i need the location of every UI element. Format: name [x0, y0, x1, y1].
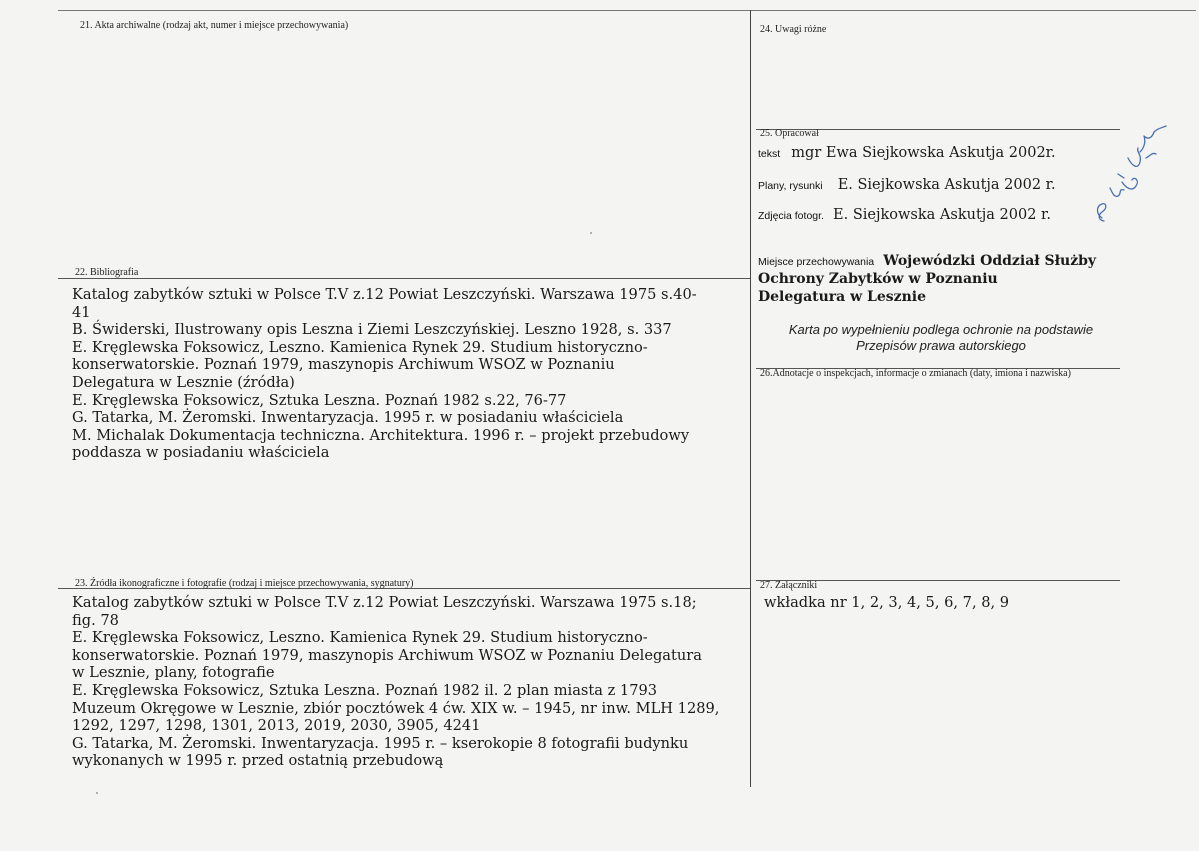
- storage-line-1: Wojewódzki Oddział Służby: [883, 253, 1097, 269]
- section-24-label: 24. Uwagi różne: [760, 24, 827, 35]
- section-22-top-rule: [58, 278, 750, 279]
- column-divider: [750, 10, 751, 787]
- storage-line-2: Ochrony Zabytków w Poznaniu: [758, 271, 998, 287]
- storage-label: Miejsce przechowywania: [758, 256, 875, 268]
- author-photos-row: [758, 204, 1051, 223]
- bibliography-line: B. Świderski, Ilustrowany opis Leszna i Ziemi Leszczyńskiej. Leszno 1928, s. 337: [72, 321, 672, 339]
- bibliography-line: E. Kręglewska Foksowicz, Sztuka Leszna. Poznań 1982 s.22, 76-77: [72, 391, 567, 409]
- iconography-line: Muzeum Okręgowe w Lesznie, zbiór pocztówek 4 ćw. XIX w. – 1945, nr inw. MLH 1289,: [72, 699, 720, 717]
- bibliography-line: Delegatura w Lesznie (źródła): [72, 373, 295, 391]
- section-27-label: 27. Załączniki: [760, 580, 818, 591]
- bibliography-line: E. Kręglewska Foksowicz, Leszno. Kamienica Rynek 29. Studium historyczno-: [72, 338, 648, 356]
- iconography-line: E. Kręglewska Foksowicz, Leszno. Kamienica Rynek 29. Studium historyczno-: [72, 629, 648, 647]
- iconography-line: E. Kręglewska Foksowicz, Sztuka Leszna. Poznań 1982 il. 2 plan miasta z 1793: [72, 681, 658, 699]
- iconography-line: Katalog zabytków sztuki w Polsce T.V z.12 Powiat Leszczyński. Warszawa 1975 s.18;: [72, 594, 697, 611]
- bibliography-line: M. Michalak Dokumentacja techniczna. Architektura. 1996 r. – projekt przebudowy: [72, 426, 690, 444]
- author-text-row: [758, 142, 1056, 161]
- author-text-value: mgr Ewa Siejkowska Askutja 2002r.: [791, 145, 1056, 161]
- copyright-notice: [756, 322, 1126, 353]
- bibliography-list: [72, 286, 748, 462]
- iconography-line: 1292, 1297, 1298, 1301, 2013, 2019, 2030, 3905, 4241: [72, 717, 481, 735]
- iconography-line: w Lesznie, plany, fotografie: [72, 664, 275, 682]
- author-plans-label: Plany, rysunki: [758, 180, 823, 192]
- author-plans-row: [758, 174, 1056, 193]
- section-26-label: 26.Adnotacje o inspekcjach, informacje o zmianach (daty, imiona i nazwiska): [760, 368, 1071, 379]
- bibliography-line: Katalog zabytków sztuki w Polsce T.V z.12 Powiat Leszczyński. Warszawa 1975 s.40-: [72, 286, 697, 303]
- author-photos-value: E. Siejkowska Askutja 2002 r.: [833, 207, 1051, 223]
- iconography-line: fig. 78: [72, 611, 119, 629]
- top-border: [58, 10, 1196, 11]
- iconography-line: wykonanych w 1995 r. przed ostatnią przebudową: [72, 752, 444, 770]
- section-21-label: 21. Akta archiwalne (rodzaj akt, numer i miejsce przechowywania): [80, 20, 349, 31]
- bibliography-line: poddasza w posiadaniu właściciela: [72, 444, 330, 462]
- scan-speck: [590, 232, 592, 234]
- section-22-label: 22. Bibliografia: [75, 267, 139, 278]
- storage-line-3: Delegatura w Lesznie: [758, 289, 927, 305]
- iconography-line: G. Tatarka, M. Żeromski. Inwentaryzacja. 1995 r. – kserokopie 8 fotografii budynku: [72, 734, 689, 752]
- copyright-notice-line-2: Przepisów prawa autorskiego: [856, 338, 1026, 353]
- iconography-line: konserwatorskie. Poznań 1979, maszynopis Archiwum WSOZ w Poznaniu Delegatura: [72, 646, 702, 664]
- handwritten-signature: [1088, 118, 1178, 228]
- section-25-label: 25. Opracował: [760, 128, 819, 139]
- section-23-label: 23. Źródła ikonograficzne i fotografie (rodzaj i miejsce przechowywania, sygnatury): [75, 578, 414, 589]
- scan-speck: [96, 792, 98, 794]
- bibliography-line: konserwatorskie. Poznań 1979, maszynopis Archiwum WSOZ w Poznaniu: [72, 356, 615, 374]
- attachments-value: wkładka nr 1, 2, 3, 4, 5, 6, 7, 8, 9: [764, 594, 1010, 611]
- author-photos-label: Zdjęcia fotogr.: [758, 210, 824, 222]
- author-plans-value: E. Siejkowska Askutja 2002 r.: [837, 177, 1056, 193]
- bibliography-line: G. Tatarka, M. Żeromski. Inwentaryzacja. 1995 r. w posiadaniu właściciela: [72, 409, 624, 427]
- copyright-notice-line-1: Karta po wypełnieniu podlega ochronie na podstawie: [788, 322, 1094, 337]
- storage-block: [758, 250, 1138, 305]
- bibliography-line: 41: [72, 303, 91, 321]
- author-text-label: tekst: [758, 148, 781, 160]
- iconography-list: [72, 594, 748, 770]
